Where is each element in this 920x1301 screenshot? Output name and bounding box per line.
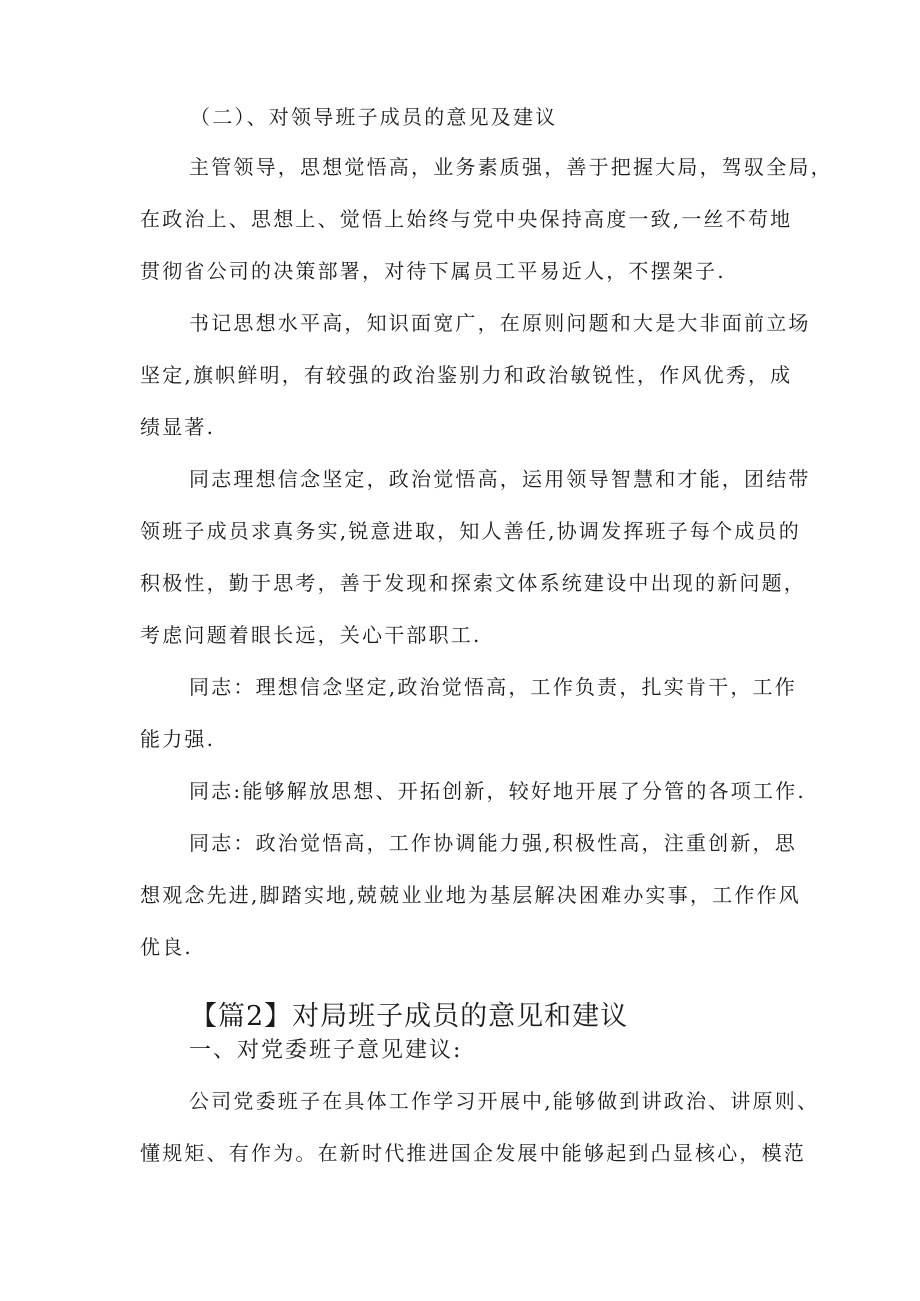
section-heading: （二）、对领导班子成员的意见及建议 bbox=[190, 105, 558, 129]
paragraph-line: 绩显著. bbox=[140, 415, 216, 439]
paragraph-line: 公司党委班子在具体工作学习开展中,能够做到讲政治、讲原则、 bbox=[189, 1089, 820, 1113]
paragraph-line: 在政治上、思想上、觉悟上始终与党中央保持高度一致,一丝不苟地 bbox=[140, 207, 793, 231]
paragraph-line: 优良. bbox=[140, 935, 193, 959]
paragraph-comrade-2 bbox=[140, 674, 797, 778]
paragraph-comrade-4 bbox=[140, 830, 801, 986]
paragraph-line: 积极性，勤于思考，善于发现和探索文体系统建设中出现的新问题， bbox=[140, 571, 806, 595]
paragraph-line: 懂规矩、有作为。在新时代推进国企发展中能够起到凸显核心，模范 bbox=[140, 1141, 806, 1165]
paragraph-line: 贯彻省公司的决策部署，对待下属员工平易近人，不摆架子. bbox=[140, 259, 726, 283]
paragraph-party-committee bbox=[140, 1088, 819, 1192]
chapter-title: 【篇2】对局班子成员的意见和建议 bbox=[190, 1001, 629, 1032]
paragraph-line: 能力强. bbox=[140, 727, 216, 751]
paragraph-line: 同志:能够解放思想、开拓创新，较好地开展了分管的各项工作. bbox=[189, 779, 806, 803]
paragraph-line: 坚定,旗帜鲜明，有较强的政治鉴别力和政治敏锐性，作风优秀，成 bbox=[140, 363, 793, 387]
paragraph-line: 书记思想水平高，知识面宽广，在原则问题和大是大非面前立场 bbox=[189, 311, 811, 335]
paragraph-line: 同志理想信念坚定，政治觉悟高，运用领导智慧和才能，团结带 bbox=[189, 467, 811, 491]
paragraph-line: 领班子成员求真务实,锐意进取，知人善任,协调发挥班子每个成员的 bbox=[140, 519, 801, 543]
paragraph-main-leader bbox=[140, 154, 833, 310]
paragraph-comrade-3 bbox=[140, 778, 806, 830]
paragraph-comrade-1 bbox=[140, 466, 811, 674]
paragraph-line: 同志：理想信念坚定,政治觉悟高，工作负责，扎实肯干，工作 bbox=[189, 675, 797, 699]
paragraph-line: 主管领导，思想觉悟高，业务素质强，善于把握大局，驾驭全局， bbox=[189, 155, 833, 179]
paragraph-line: 同志：政治觉悟高，工作协调能力强,积极性高，注重创新，思 bbox=[189, 831, 797, 855]
paragraph-secretary bbox=[140, 310, 811, 466]
paragraph-line: 考虑问题着眼长远，关心干部职工. bbox=[140, 623, 482, 647]
paragraph-line: 想观念先进,脚踏实地,兢兢业业地为基层解决困难办实事，工作作风 bbox=[140, 883, 801, 907]
section-title: 一、对党委班子意见建议: bbox=[189, 1038, 463, 1063]
